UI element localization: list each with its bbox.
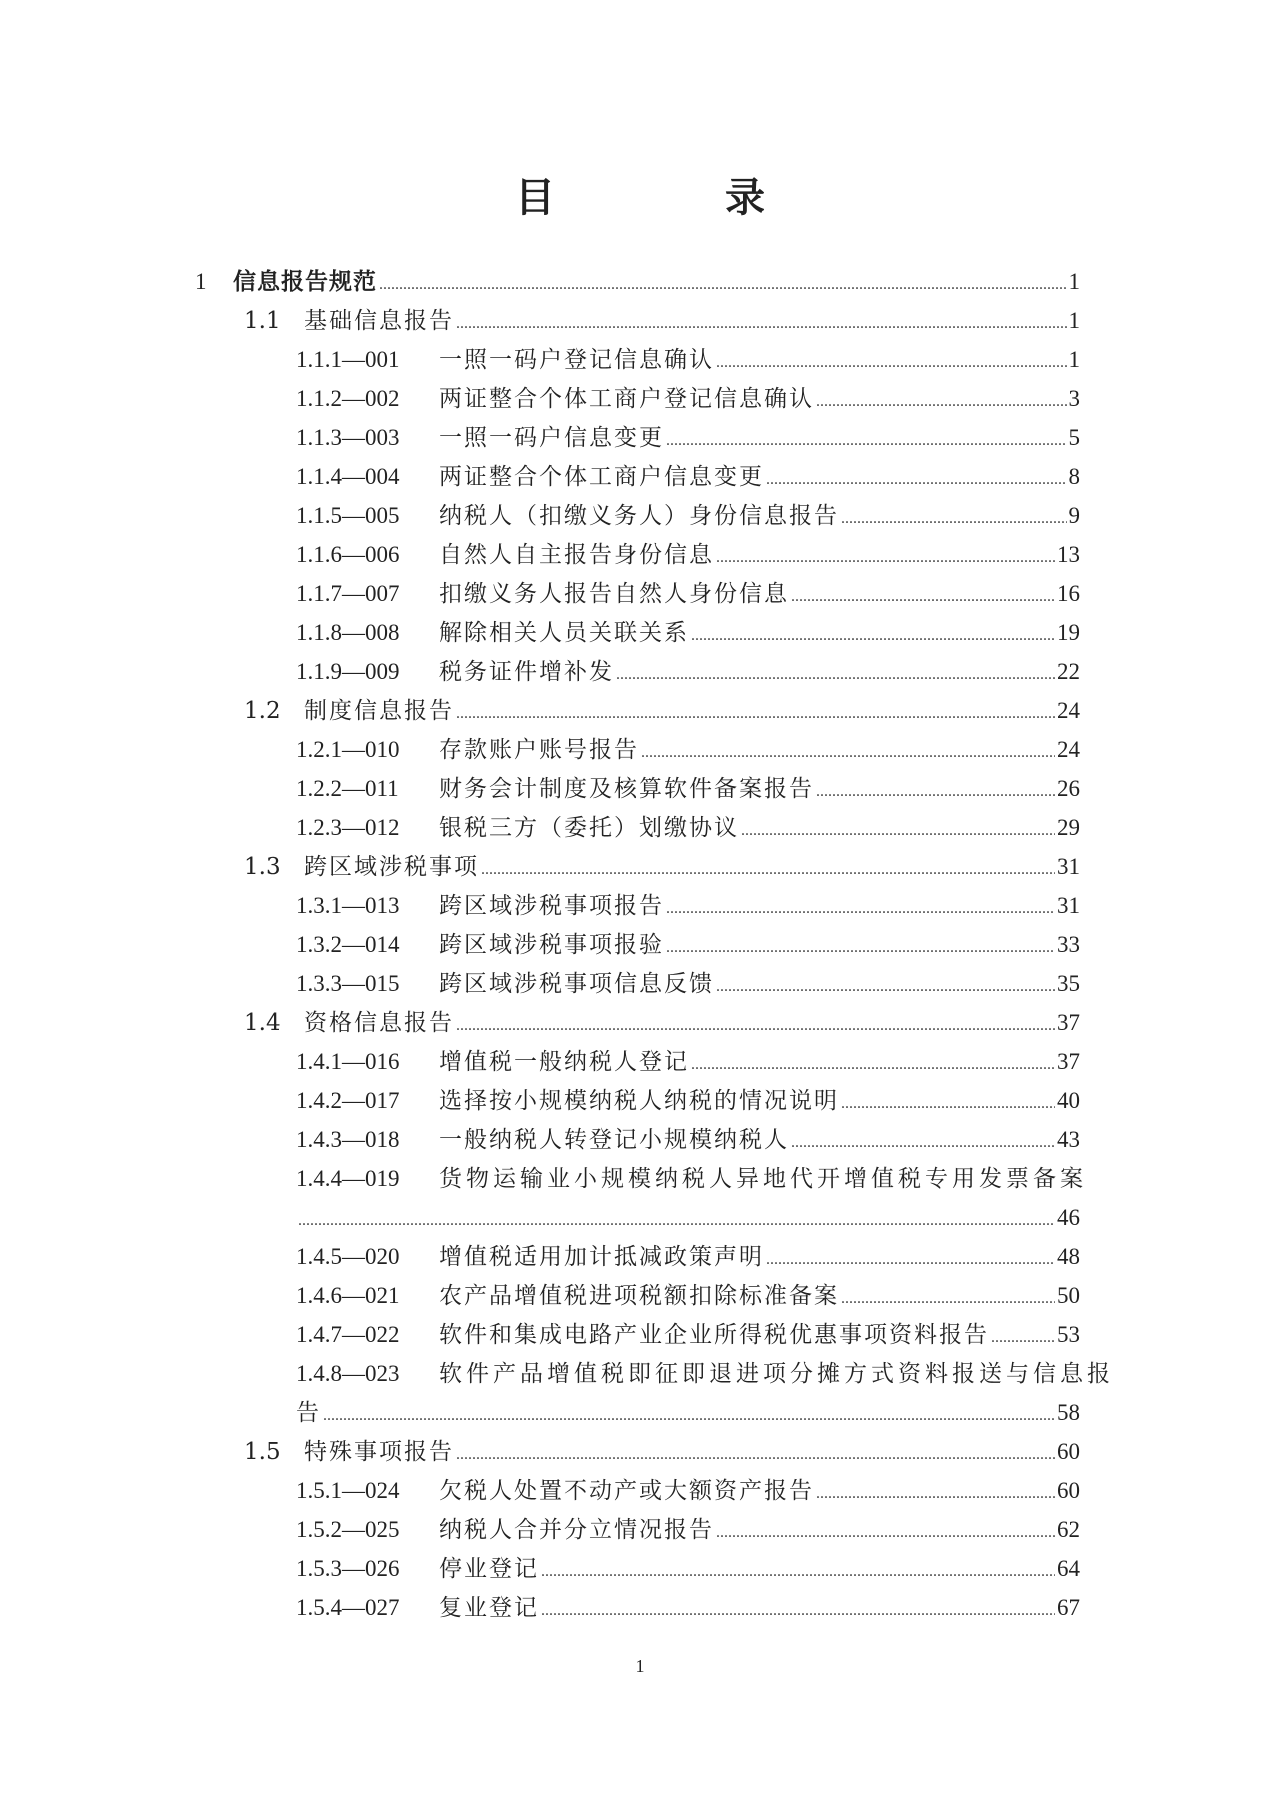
toc-entry-title: 欠税人处置不动产或大额资产报告: [439, 1478, 814, 1504]
toc-entry-number: 1.3.2—014: [296, 932, 400, 957]
toc-leader-dots: [766, 460, 1067, 499]
toc-entry-title: 财务会计制度及核算软件备案报告: [439, 776, 814, 802]
toc-entry-title: 税务证件增补发: [439, 659, 614, 685]
toc-entry[interactable]: [296, 652, 1080, 691]
toc-leader-dots: [456, 1006, 1055, 1045]
toc-entry[interactable]: [296, 1588, 1080, 1627]
toc-entry-number: 1.1.1—001: [296, 347, 400, 372]
toc-entry-number: 1.4.2—017: [296, 1088, 400, 1113]
toc-entry[interactable]: [244, 1003, 1080, 1042]
toc-entry-title: 停业登记: [439, 1556, 539, 1582]
toc-entry-title: 纳税人合并分立情况报告: [439, 1517, 714, 1543]
toc-leader-dots: [541, 1591, 1055, 1630]
toc-entry[interactable]: [296, 730, 1080, 769]
toc-entry[interactable]: [296, 535, 1080, 574]
toc-entry-number: 1.1.6—006: [296, 542, 400, 567]
toc-entry-page: 1: [1068, 269, 1080, 294]
toc-entry-title: 特殊事项报告: [304, 1439, 454, 1465]
toc-entry-title: 存款账户账号报告: [439, 737, 639, 763]
toc-entry-title: 一般纳税人转登记小规模纳税人: [439, 1127, 789, 1153]
toc-entry[interactable]: [296, 886, 1080, 925]
toc-entry-number: 1.4.1—016: [296, 1049, 400, 1074]
toc-entry-page: 67: [1057, 1595, 1080, 1620]
toc-entry-number: 1.2.2—011: [296, 776, 399, 801]
toc-entry[interactable]: [296, 925, 1080, 964]
toc-entry-number: 1.5.4—027: [296, 1595, 400, 1620]
toc-entry-title: 扣缴义务人报告自然人身份信息: [439, 581, 789, 607]
toc-leader-dots: [791, 1123, 1055, 1162]
toc-entry-page: 40: [1057, 1088, 1080, 1113]
toc-leader-dots: [481, 850, 1055, 889]
toc-entry-number: 1.5.1—024: [296, 1478, 400, 1503]
toc-entry[interactable]: [296, 1159, 1087, 1198]
toc-leader-dots: [616, 655, 1055, 694]
toc-leader-dots: [456, 694, 1055, 733]
toc-entry-page: 33: [1057, 932, 1080, 957]
toc-entry-page: 26: [1057, 776, 1080, 801]
toc-leader-dots: [816, 382, 1067, 421]
toc-entry[interactable]: [296, 964, 1080, 1003]
toc-entry-number: 1: [195, 269, 207, 294]
toc-entry-title: 货物运输业小规模纳税人异地代开增值税专用发票备案: [439, 1166, 1087, 1192]
toc-leader-dots: [456, 304, 1067, 343]
toc-leader-dots: [716, 967, 1055, 1006]
toc-entry-page: 50: [1057, 1283, 1080, 1308]
toc-entry[interactable]: [296, 496, 1080, 535]
toc-entry-title: 两证整合个体工商户信息变更: [439, 464, 764, 490]
toc-entry-number: 1.1.5—005: [296, 503, 400, 528]
toc-entry-title: 复业登记: [439, 1595, 539, 1621]
toc-entry-number: 1.1.3—003: [296, 425, 400, 450]
toc-entry[interactable]: [296, 613, 1080, 652]
toc-entry-number: 1.3: [244, 854, 281, 880]
toc-entry-page: 60: [1057, 1478, 1080, 1503]
toc-entry[interactable]: [296, 574, 1080, 613]
toc-entry-title: 资格信息报告: [304, 1010, 454, 1036]
toc-leader-dots: [456, 1435, 1055, 1474]
toc-entry-number: 1.2.1—010: [296, 737, 400, 762]
toc-entry[interactable]: [296, 769, 1080, 808]
toc-entry-page: 46: [1057, 1205, 1080, 1230]
toc-entry-page: 19: [1057, 620, 1080, 645]
toc-entry-number: 1.5: [244, 1439, 281, 1465]
toc-entry-page: 5: [1068, 425, 1080, 450]
toc-entry-page: 24: [1057, 698, 1080, 723]
toc-entry-title: 制度信息报告: [304, 698, 454, 724]
toc-entry-title-continued: 告: [296, 1400, 321, 1426]
toc-entry-title: 基础信息报告: [304, 308, 454, 334]
toc-entry-number: 1.4.4—019: [296, 1166, 400, 1191]
toc-entry-title: 增值税适用加计抵减政策声明: [439, 1244, 764, 1270]
toc-entry-number: 1.4.5—020: [296, 1244, 400, 1269]
toc-entry-continuation[interactable]: [296, 1393, 1080, 1432]
toc-leader-dots: [691, 616, 1055, 655]
toc-entry-page: 3: [1068, 386, 1080, 411]
toc-entry-title: 软件产品增值税即征即退进项分摊方式资料报送与信息报: [439, 1361, 1114, 1387]
toc-entry-title: 增值税一般纳税人登记: [439, 1049, 689, 1075]
toc-entry-number: 1.4.6—021: [296, 1283, 400, 1308]
toc-entry-page: 60: [1057, 1439, 1080, 1464]
toc-leader-dots: [691, 1045, 1055, 1084]
toc-leader-dots: [323, 1396, 1055, 1435]
toc-entry-title: 纳税人（扣缴义务人）身份信息报告: [439, 503, 839, 529]
toc-entry[interactable]: [195, 262, 1080, 301]
toc-entry[interactable]: [296, 1354, 1114, 1393]
toc-entry-page: 31: [1057, 893, 1080, 918]
toc-entry-number: 1.1.7—007: [296, 581, 400, 606]
toc-entry-title: 解除相关人员关联关系: [439, 620, 689, 646]
page-title: 目 录: [515, 175, 843, 221]
toc-entry-page: 16: [1057, 581, 1080, 606]
toc-entry-title: 选择按小规模纳税人纳税的情况说明: [439, 1088, 839, 1114]
toc-entry-number: 1.1.4—004: [296, 464, 400, 489]
toc-leader-dots: [666, 928, 1055, 967]
toc-entry[interactable]: [296, 1315, 1080, 1354]
toc-entry-title: 一照一码户信息变更: [439, 425, 664, 451]
toc-entry-title: 跨区域涉税事项信息反馈: [439, 971, 714, 997]
toc-entry[interactable]: [244, 1432, 1080, 1471]
toc-entry-page: 1: [1068, 347, 1080, 372]
toc-leader-dots: [841, 1084, 1055, 1123]
toc-entry[interactable]: [296, 340, 1080, 379]
toc-leader-dots: [298, 1201, 1055, 1240]
toc-leader-dots: [379, 265, 1067, 304]
toc-entry[interactable]: [296, 1081, 1080, 1120]
toc-entry-page: 35: [1057, 971, 1080, 996]
toc-entry-page: 29: [1057, 815, 1080, 840]
toc-entry-number: 1.5.3—026: [296, 1556, 400, 1581]
page-number: 1: [635, 1656, 645, 1676]
toc-entry-number: 1.1.2—002: [296, 386, 400, 411]
toc-entry-number: 1.4.7—022: [296, 1322, 400, 1347]
toc-entry[interactable]: [296, 457, 1080, 496]
toc-leader-dots: [741, 811, 1055, 850]
toc-entry-page: 37: [1057, 1010, 1080, 1035]
toc-entry[interactable]: [296, 1510, 1080, 1549]
toc-leader-dots: [991, 1318, 1055, 1357]
toc-entry-number: 1.5.2—025: [296, 1517, 400, 1542]
toc-leader-dots: [716, 343, 1067, 382]
toc-entry[interactable]: [244, 301, 1080, 340]
toc-leader-dots: [841, 1279, 1055, 1318]
toc-entry-number: 1.4.3—018: [296, 1127, 400, 1152]
toc-entry-page: 24: [1057, 737, 1080, 762]
toc-entry-page: 31: [1057, 854, 1080, 879]
toc-entry-number: 1.2: [244, 698, 281, 724]
toc-entry-page: 1: [1068, 308, 1080, 333]
toc-entry-title: 跨区域涉税事项报告: [439, 893, 664, 919]
toc-leader-dots: [816, 1474, 1055, 1513]
toc-leader-dots: [666, 889, 1055, 928]
toc-entry[interactable]: [296, 1120, 1080, 1159]
toc-entry[interactable]: [296, 808, 1080, 847]
toc-entry[interactable]: [296, 1237, 1080, 1276]
toc-entry[interactable]: [296, 1276, 1080, 1315]
toc-entry-page: 64: [1057, 1556, 1080, 1581]
toc-entry-title: 两证整合个体工商户登记信息确认: [439, 386, 814, 412]
toc-entry[interactable]: [296, 1471, 1080, 1510]
toc-entry[interactable]: [296, 1549, 1080, 1588]
toc-entry-page: 13: [1057, 542, 1080, 567]
toc-entry-number: 1.3.1—013: [296, 893, 400, 918]
toc-entry-continuation[interactable]: [296, 1198, 1080, 1237]
toc-entry-page: 43: [1057, 1127, 1080, 1152]
toc-entry[interactable]: [296, 418, 1080, 457]
toc-entry[interactable]: [244, 691, 1080, 730]
toc-entry-title: 农产品增值税进项税额扣除标准备案: [439, 1283, 839, 1309]
toc-entry-title: 跨区域涉税事项: [304, 854, 479, 880]
toc-entry-page: 8: [1068, 464, 1080, 489]
toc-entry-number: 1.4.8—023: [296, 1361, 400, 1386]
toc-leader-dots: [841, 499, 1067, 538]
toc-entry-page: 9: [1068, 503, 1080, 528]
toc-leader-dots: [766, 1240, 1055, 1279]
toc-entry-page: 22: [1057, 659, 1080, 684]
toc-entry[interactable]: [244, 847, 1080, 886]
toc-entry-title: 软件和集成电路产业企业所得税优惠事项资料报告: [439, 1322, 989, 1348]
toc-entry-page: 62: [1057, 1517, 1080, 1542]
toc-entry-number: 1.1.9—009: [296, 659, 400, 684]
toc-entry-title: 自然人自主报告身份信息: [439, 542, 714, 568]
toc-entry-number: 1.1: [244, 308, 281, 334]
toc-entry-number: 1.4: [244, 1010, 281, 1036]
toc-entry[interactable]: [296, 379, 1080, 418]
toc-leader-dots: [791, 577, 1055, 616]
toc-leader-dots: [816, 772, 1055, 811]
toc-entry-title: 跨区域涉税事项报验: [439, 932, 664, 958]
toc-entry-title: 信息报告规范: [233, 269, 377, 295]
toc-entry-title: 银税三方（委托）划缴协议: [439, 815, 739, 841]
toc-entry-title: 一照一码户登记信息确认: [439, 347, 714, 373]
toc-entry-number: 1.3.3—015: [296, 971, 400, 996]
toc-entry-number: 1.1.8—008: [296, 620, 400, 645]
toc-entry-page: 37: [1057, 1049, 1080, 1074]
toc-entry-number: 1.2.3—012: [296, 815, 400, 840]
toc-entry[interactable]: [296, 1042, 1080, 1081]
toc-leader-dots: [716, 1513, 1055, 1552]
toc-leader-dots: [641, 733, 1055, 772]
toc-entry-page: 58: [1057, 1400, 1080, 1425]
toc-entry-page: 48: [1057, 1244, 1080, 1269]
toc-leader-dots: [541, 1552, 1055, 1591]
toc-entry-page: 53: [1057, 1322, 1080, 1347]
toc-leader-dots: [666, 421, 1067, 460]
toc-leader-dots: [716, 538, 1055, 577]
